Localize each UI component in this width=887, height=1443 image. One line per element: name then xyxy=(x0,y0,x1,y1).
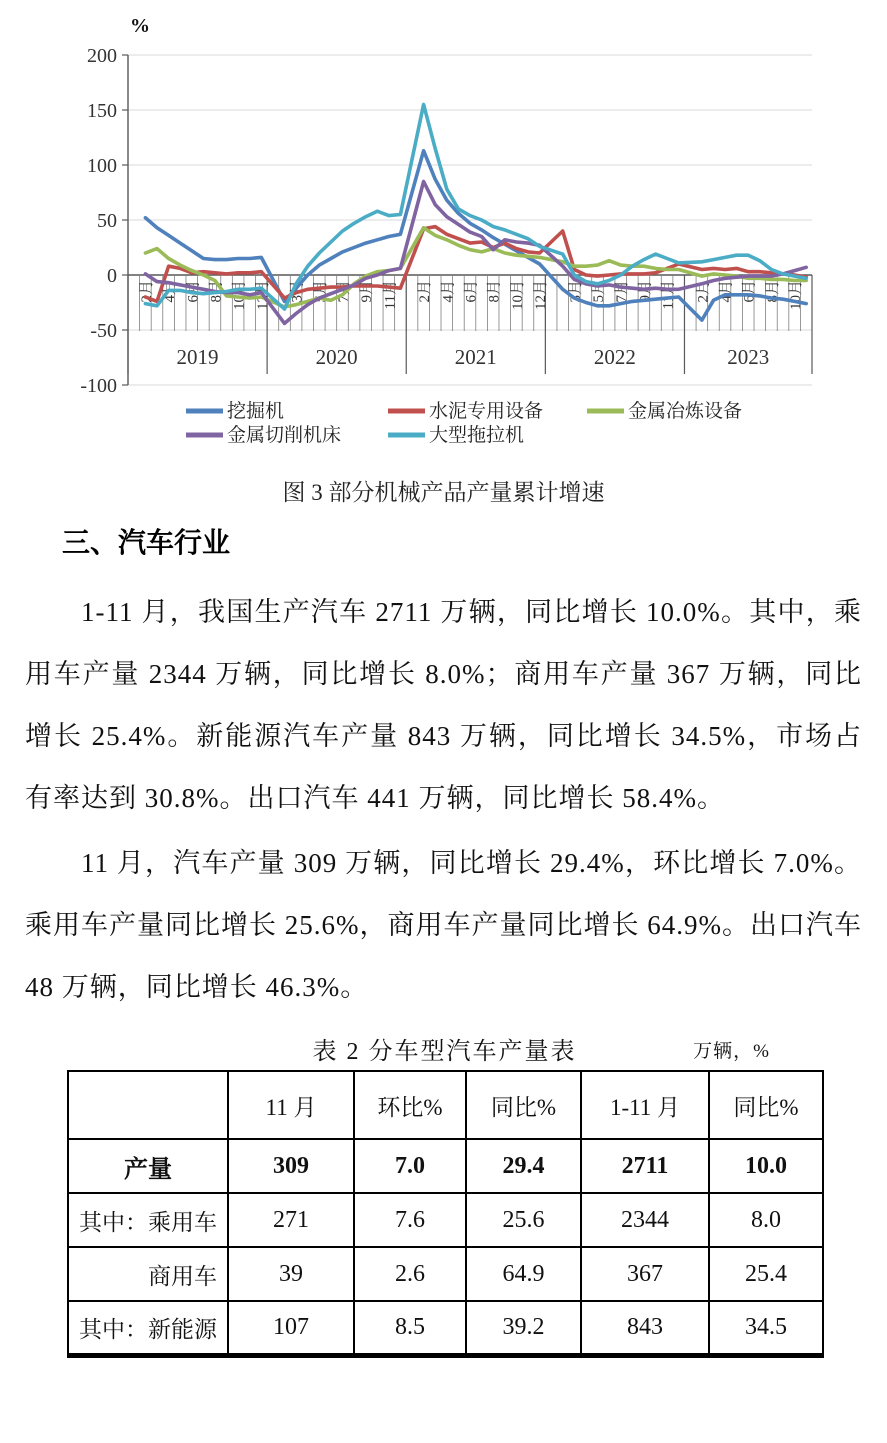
paragraph-cumulative: 1-11 月，我国生产汽车 2711 万辆，同比增长 10.0%。其中，乘用车产量 2344 万辆，同比增长 8.0%；商用车产量 367 万辆，同比增长 25.4%。新能源汽车产量 843 万辆，同比增长 34.5%，市场占有率达到 30.8%。出口汽车 441 万辆，同比增长 58.4%。 xyxy=(25,597,862,813)
table-cell: 107 xyxy=(228,1301,354,1355)
x-tick-label: 2月 xyxy=(695,280,712,303)
table-header-row xyxy=(68,1071,823,1139)
table-caption-row xyxy=(67,1031,822,1065)
year-label: 2022 xyxy=(593,345,636,369)
x-tick-label: 8月 xyxy=(486,280,503,303)
header-cell-mom: 环比% xyxy=(354,1071,466,1139)
row-label: 其中：新能源 xyxy=(68,1301,228,1355)
x-tick-label: 7月 xyxy=(614,280,631,303)
x-tick-label: 5月 xyxy=(591,280,608,303)
x-tick-label: 6月 xyxy=(463,280,480,303)
y-tick-label: 150 xyxy=(87,100,117,122)
header-cell-cumulative: 1-11 月 xyxy=(581,1071,709,1139)
header-cell-blank xyxy=(68,1071,228,1139)
table-row-commercial xyxy=(68,1247,823,1301)
x-tick-label: 8月 xyxy=(208,280,225,303)
table-cell: 2.6 xyxy=(354,1247,466,1301)
x-tick-label: 6月 xyxy=(185,280,202,303)
y-axis-unit-label: % xyxy=(130,15,150,37)
table-cell: 25.4 xyxy=(709,1247,823,1301)
table-caption: 表 2 分车型汽车产量表 xyxy=(312,1039,577,1065)
table-cell: 367 xyxy=(581,1247,709,1301)
table-row-total xyxy=(68,1139,823,1193)
figure-3-chart-block xyxy=(0,0,887,465)
x-tick-label: 3月 xyxy=(567,280,584,303)
y-tick-label: 100 xyxy=(87,155,117,177)
y-tick-label: -50 xyxy=(90,320,117,342)
table-cell: 843 xyxy=(581,1301,709,1355)
row-label: 其中：乘用车 xyxy=(68,1193,228,1247)
x-tick-label: 10月 xyxy=(788,280,805,311)
legend-label: 水泥专用设备 xyxy=(429,401,544,422)
legend-label: 挖掘机 xyxy=(227,401,285,422)
table-cell: 34.5 xyxy=(709,1301,823,1355)
x-tick-label: 12月 xyxy=(533,280,550,311)
table-cell: 8.0 xyxy=(709,1193,823,1247)
table-cell: 7.6 xyxy=(354,1193,466,1247)
year-label: 2021 xyxy=(454,345,497,369)
x-tick-label: 6月 xyxy=(741,280,758,303)
table-cell: 2711 xyxy=(581,1139,709,1193)
legend-label: 大型拖拉机 xyxy=(429,425,525,446)
x-tick-label: 9月 xyxy=(359,280,376,303)
table-cell: 10.0 xyxy=(709,1139,823,1193)
table-cell: 29.4 xyxy=(466,1139,581,1193)
table-cell: 39 xyxy=(228,1247,354,1301)
header-cell-month: 11 月 xyxy=(228,1071,354,1139)
table-row-nev xyxy=(68,1301,823,1355)
table-cell: 39.2 xyxy=(466,1301,581,1355)
header-cell-cumulative-yoy: 同比% xyxy=(709,1071,823,1139)
paragraph-november: 11 月，汽车产量 309 万辆，同比增长 29.4%，环比增长 7.0%。乘用车产量同比增长 25.6%，商用车产量同比增长 64.9%。出口汽车 48 万辆，同比增长 46.3%。 xyxy=(25,848,862,1002)
table-cell: 2344 xyxy=(581,1193,709,1247)
table-cell: 25.6 xyxy=(466,1193,581,1247)
x-tick-label: 12月 xyxy=(254,280,271,311)
x-tick-label: 9月 xyxy=(637,280,654,303)
year-label: 2020 xyxy=(315,345,358,369)
x-tick-label: 2月 xyxy=(417,280,434,303)
y-tick-label: 0 xyxy=(107,265,117,287)
x-tick-label: 3月 xyxy=(289,280,306,303)
y-tick-label: -100 xyxy=(80,375,117,397)
x-tick-label: 10月 xyxy=(231,280,248,311)
section-heading: 三、汽车行业 xyxy=(62,527,231,558)
table-cell: 64.9 xyxy=(466,1247,581,1301)
x-tick-label: 7月 xyxy=(335,280,352,303)
y-tick-label: 200 xyxy=(87,45,117,67)
year-label: 2019 xyxy=(176,345,219,369)
x-tick-label: 4月 xyxy=(162,280,179,303)
row-label: 商用车 xyxy=(68,1247,228,1301)
x-tick-label: 4月 xyxy=(718,280,735,303)
machinery-growth-line-chart xyxy=(0,0,887,465)
row-label: 产量 xyxy=(68,1139,228,1193)
table-cell: 7.0 xyxy=(354,1139,466,1193)
table-row-passenger xyxy=(68,1193,823,1247)
y-tick-label: 50 xyxy=(97,210,117,232)
x-tick-label: 5月 xyxy=(312,280,329,303)
year-label: 2023 xyxy=(727,345,770,369)
table-cell: 8.5 xyxy=(354,1301,466,1355)
x-tick-label: 8月 xyxy=(764,280,781,303)
legend-label: 金属切削机床 xyxy=(227,425,342,446)
x-tick-label: 11月 xyxy=(382,280,399,310)
table-cell: 271 xyxy=(228,1193,354,1247)
x-tick-label: 2月 xyxy=(138,280,155,303)
table-cell: 309 xyxy=(228,1139,354,1193)
x-tick-label: 11月 xyxy=(660,280,677,310)
figure-caption: 图 3 部分机械产品产量累计增速 xyxy=(282,480,605,505)
x-tick-label: 4月 xyxy=(440,280,457,303)
legend-label: 金属冶炼设备 xyxy=(628,401,743,422)
header-cell-yoy: 同比% xyxy=(466,1071,581,1139)
x-tick-label: 10月 xyxy=(509,280,526,311)
table-unit-note: 万辆，% xyxy=(693,1041,770,1062)
vehicle-production-table xyxy=(67,1070,824,1358)
